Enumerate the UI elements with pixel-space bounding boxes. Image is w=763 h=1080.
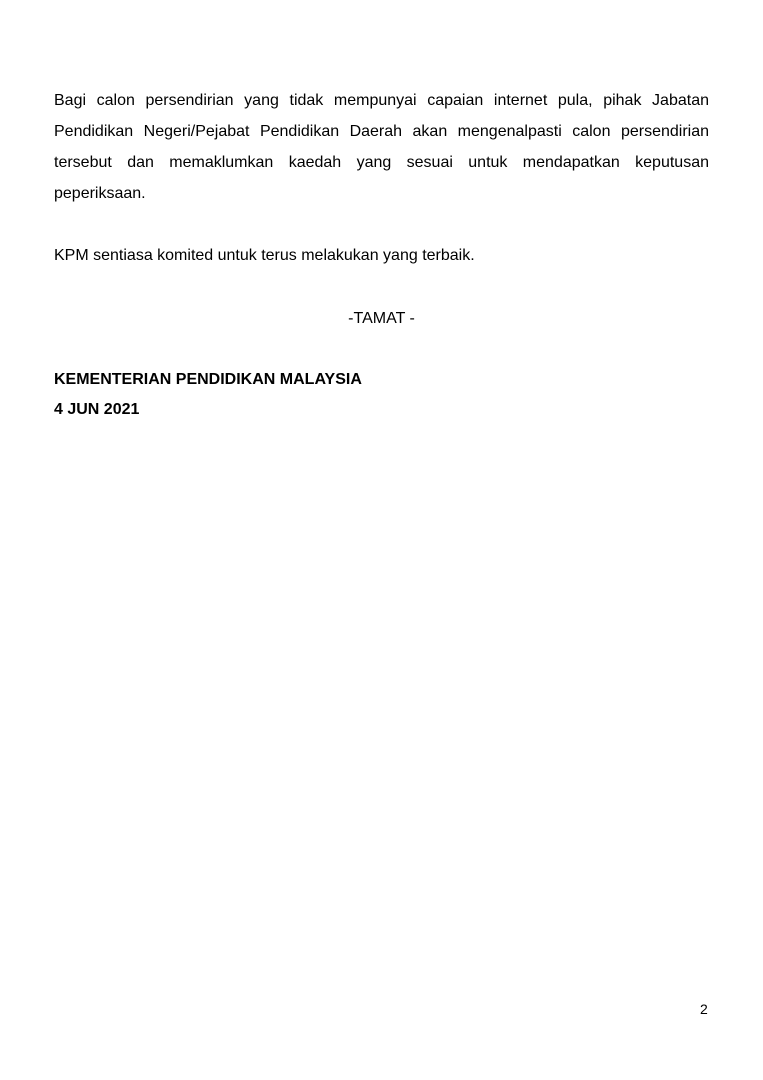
- paragraph-commitment: KPM sentiasa komited untuk terus melakukan yang terbaik.: [54, 247, 475, 264]
- paragraph-private-candidates: Bagi calon persendirian yang tidak mempunyai capaian internet pula, pihak Jabatan Pendidikan Negeri/Pejabat Pendidikan Daerah akan mengenalpasti calon persendirian tersebut dan memaklumkan kaedah yang sesuai untuk mendapatkan keputusan peperiksaan.: [54, 92, 709, 202]
- signoff-date: 4 JUN 2021: [54, 401, 140, 418]
- signoff-organization: KEMENTERIAN PENDIDIKAN MALAYSIA: [54, 371, 362, 388]
- end-marker: -TAMAT -: [348, 310, 415, 327]
- page-number: 2: [700, 1001, 708, 1017]
